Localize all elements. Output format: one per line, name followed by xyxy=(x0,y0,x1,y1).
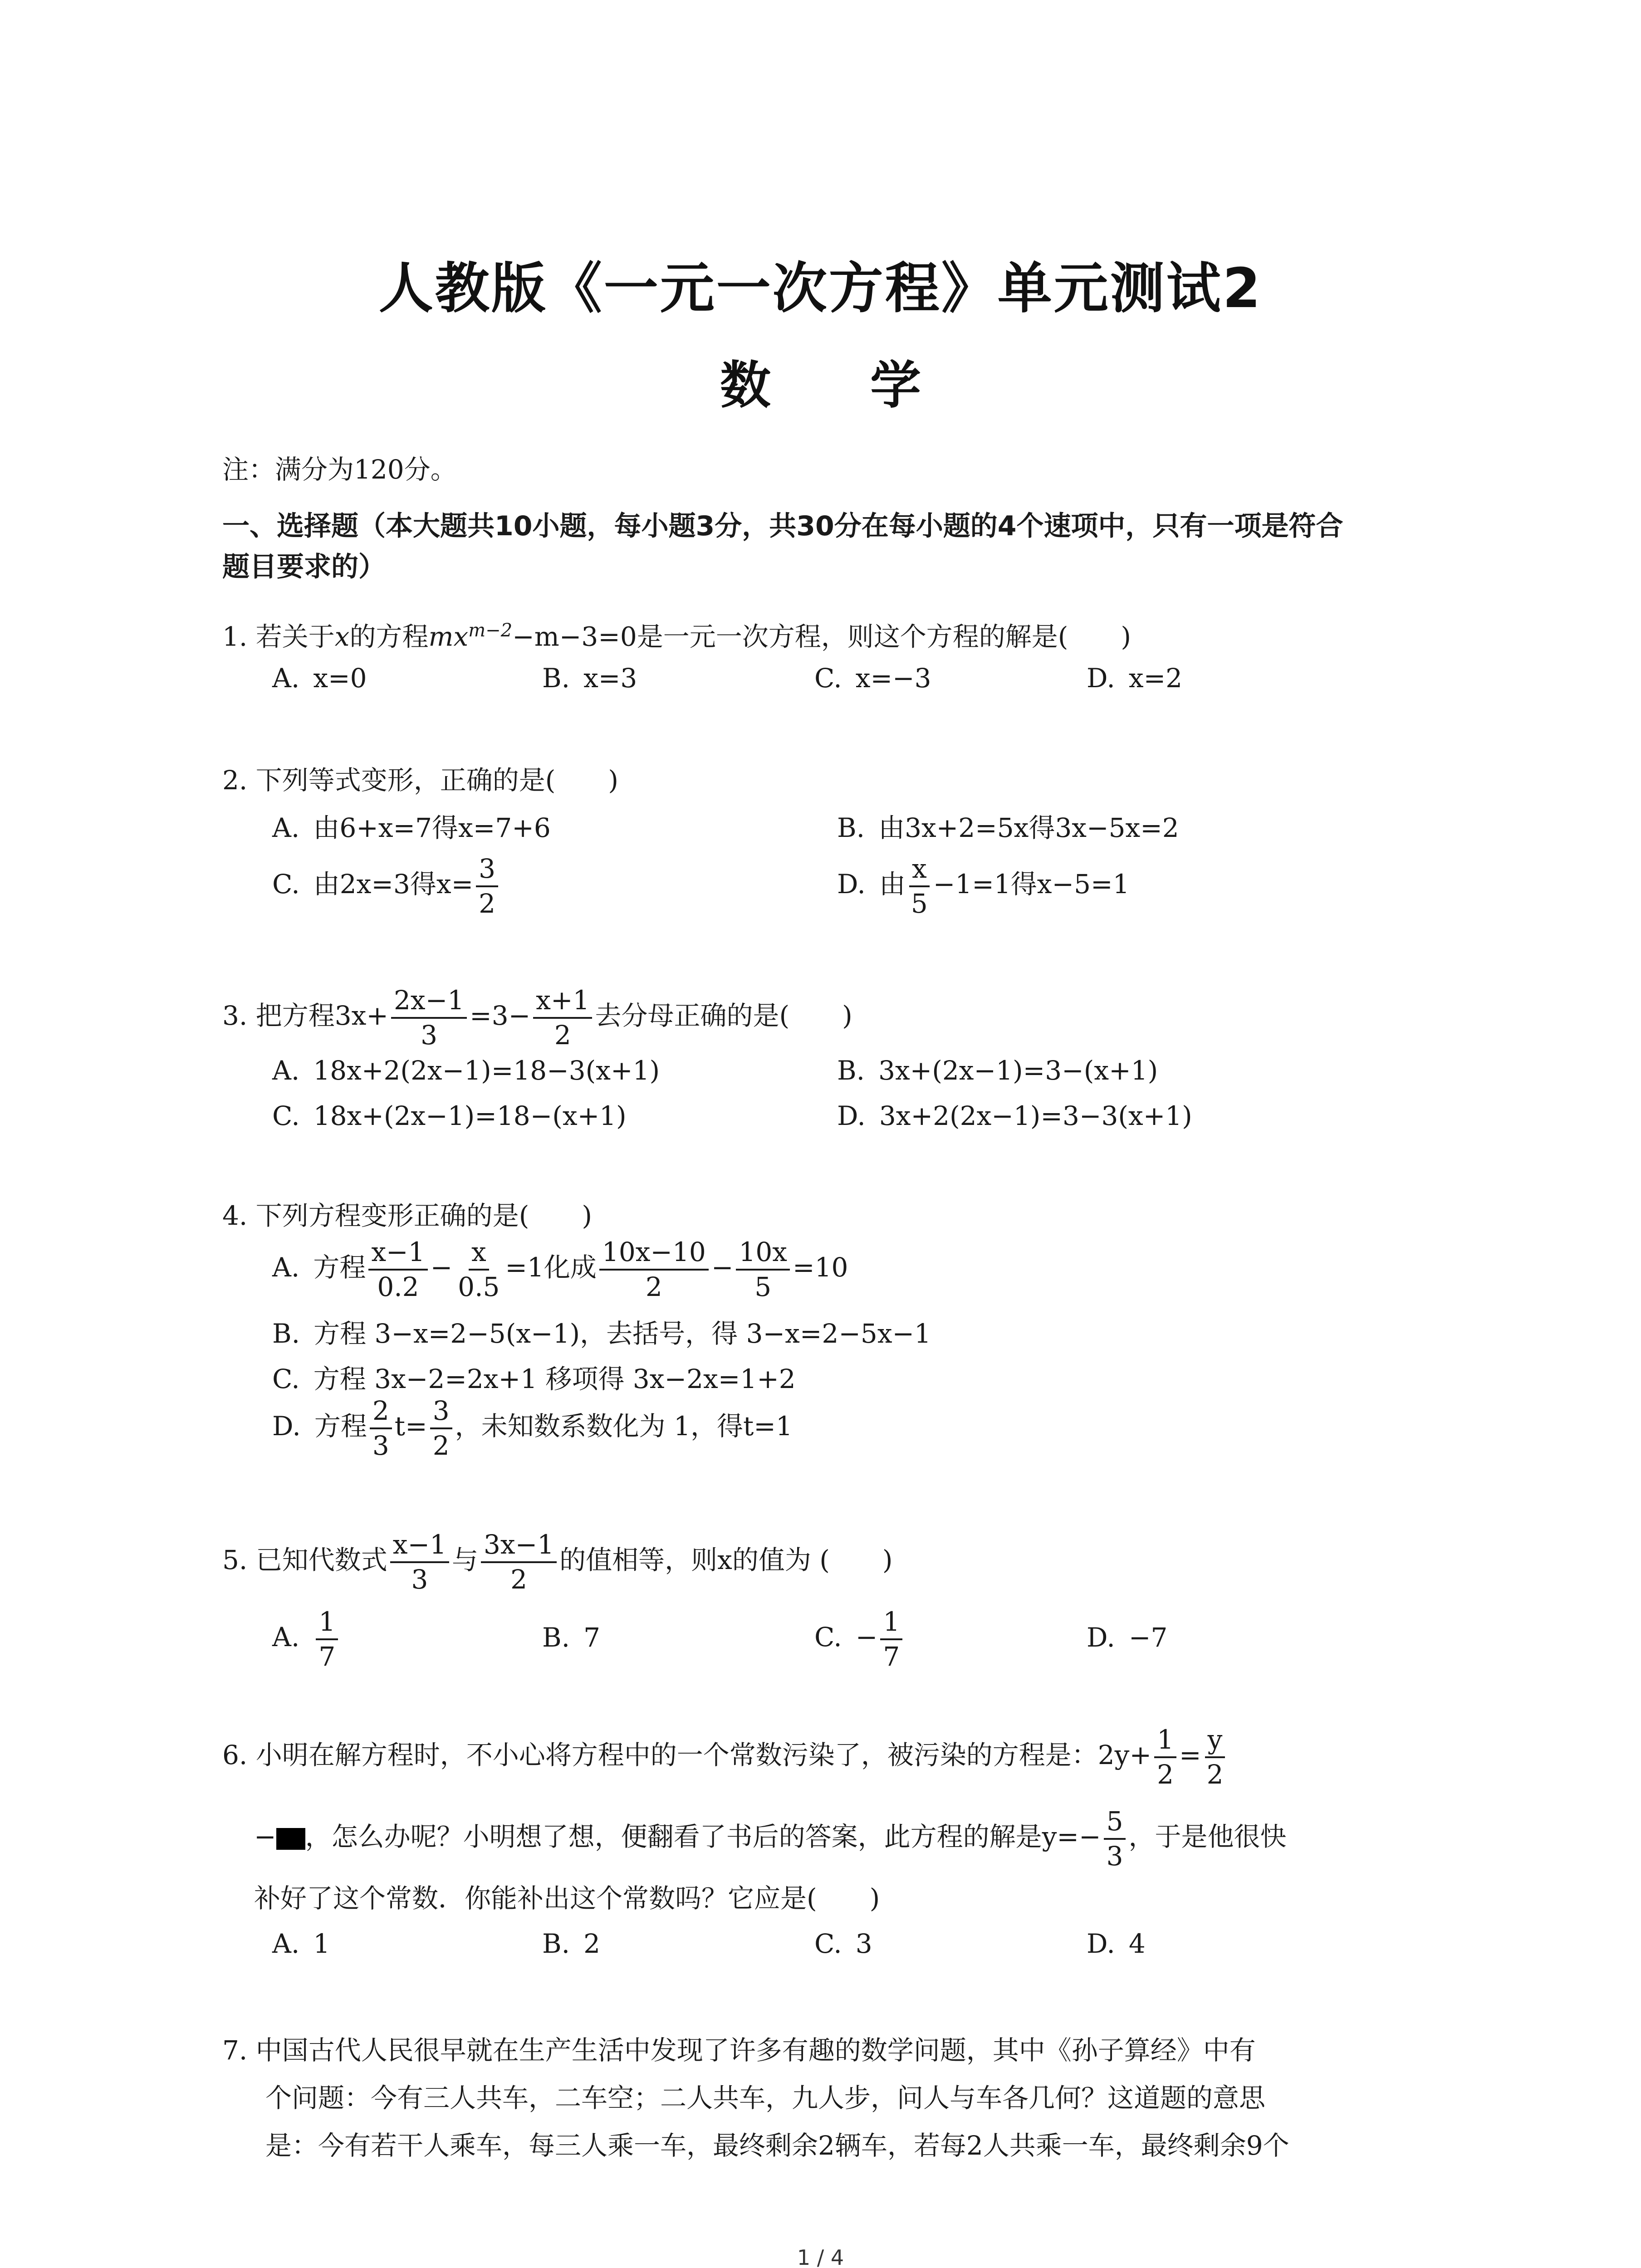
fraction: $\frac{3}{2}$ xyxy=(430,1397,452,1460)
question-number: 5. xyxy=(222,1544,248,1575)
page-number: 1 / 4 xyxy=(797,2245,844,2268)
question-7-line3: 是：今有若干人乘车，每三人乘一车，最终剩余2辆车，若每2人共乘一车，最终剩余9个 xyxy=(265,2130,1289,2161)
question-number: 6. xyxy=(222,1739,248,1770)
fraction: $\frac{3}{2}$ xyxy=(476,855,498,918)
question-3-option-b: B. 3x+(2x−1)=3−(x+1) xyxy=(837,1055,1158,1086)
question-1-option-a: A. x=0 xyxy=(272,663,367,694)
fraction: $\frac{x-1}{0.2}$ xyxy=(368,1238,427,1301)
exam-title: 人教版《一元一次方程》单元测试2 xyxy=(378,257,1263,320)
question-7-line2: 个问题：今有三人共车，二车空；二人共车，九人步，问人与车各几何？这道题的意思 xyxy=(265,2082,1266,2113)
question-4-option-c: C. 方程 3x−2=2x+1 移项得 3x−2x=1+2 xyxy=(272,1364,796,1394)
question-3-option-c: C. 18x+(2x−1)=18−(x+1) xyxy=(272,1100,627,1131)
fraction: $\frac{x-1}{3}$ xyxy=(390,1531,449,1593)
question-6-line3: 补好了这个常数．你能补出这个常数吗？它应是( ) xyxy=(254,1883,880,1914)
question-6-option-d: D. 4 xyxy=(1087,1928,1146,1959)
question-3-stem: 3. 把方程3x+ $\frac{2x-1}{3}$ =3− $\frac{x+1}{2}$ 去分母正确的是( ) xyxy=(222,985,852,1051)
fraction: $\frac{y}{2}$ xyxy=(1204,1726,1226,1789)
question-number: 3. xyxy=(222,1000,248,1031)
question-4-stem: 4. 下列方程变形正确的是( ) xyxy=(222,1200,593,1231)
question-2-option-d: D. 由 $\frac{x}{5}$ −1=1得x−5=1 xyxy=(837,853,1130,919)
fraction: $\frac{x}{0.5}$ xyxy=(458,1237,500,1302)
question-5-option-a: A. $\frac{1}{7}$ xyxy=(272,1608,341,1671)
question-1-stem: 1. 若关于x的方程$mx^{m-2}-m-3=0$是一元一次方程，则这个方程的解是( ) xyxy=(222,620,1132,652)
fraction: $\frac{10x}{5}$ xyxy=(736,1238,790,1301)
question-1-option-d: D. x=2 xyxy=(1087,663,1183,694)
question-2-stem: 2. 下列等式变形，正确的是( ) xyxy=(222,765,619,796)
fraction: $\frac{x}{5}$ xyxy=(908,855,931,918)
question-6-option-c: C. 3 xyxy=(814,1928,872,1959)
question-6-option-b: B. 2 xyxy=(542,1928,600,1959)
question-2-option-b: B. 由3x+2=5x得3x−5x=2 xyxy=(837,812,1179,843)
question-2-option-c: C. 由2x=3得x= $\frac{3}{2}$ xyxy=(272,855,501,918)
question-number: 4. xyxy=(222,1200,248,1231)
question-4-option-d: D. 方程 $\frac{2}{3}$ t= $\frac{3}{2}$ ，未知数系数化为 1，得t=1 xyxy=(272,1395,793,1461)
fraction: $\frac{1}{2}$ xyxy=(1154,1726,1176,1789)
question-1-option-c: C. x=−3 xyxy=(814,663,931,694)
fraction: $\frac{5}{3}$ xyxy=(1104,1808,1126,1870)
question-3-option-d: D. 3x+2(2x−1)=3−3(x+1) xyxy=(837,1100,1192,1131)
question-4-option-b: B. 方程 3−x=2−5(x−1)，去括号，得 3−x=2−5x−1 xyxy=(272,1318,931,1349)
question-3-option-a: A. 18x+2(2x−1)=18−3(x+1) xyxy=(272,1055,660,1086)
fraction: $\frac{10x-10}{2}$ xyxy=(599,1238,709,1301)
score-note: 注：满分为120分。 xyxy=(222,454,457,485)
question-7-line1: 7. 中国古代人民很早就在生产生活中发现了许多有趣的数学问题，其中《孙子算经》中有 xyxy=(222,2035,1256,2066)
fraction: $\frac{x+1}{2}$ xyxy=(533,987,592,1049)
question-5-option-d: D. −7 xyxy=(1087,1622,1168,1653)
question-4-option-a: A. 方程 $\frac{x-1}{0.2}$ − $\frac{x}{0.5}$ =1化成 $\frac{10x-10}{2}$ − $\frac{10x}{5}$ =10 xyxy=(272,1237,848,1302)
question-5-option-b: B. 7 xyxy=(542,1622,600,1653)
ink-blot-mark xyxy=(276,1828,305,1850)
fraction: $\frac{2}{3}$ xyxy=(370,1397,392,1460)
fraction: $\frac{3x-1}{2}$ xyxy=(481,1531,557,1593)
question-5-stem: 5. 已知代数式 $\frac{x-1}{3}$ 与 $\frac{3x-1}{2}$ 的值相等，则x的值为 ( ) xyxy=(222,1529,893,1595)
subject-title: 数 学 xyxy=(720,356,962,415)
question-1-option-b: B. x=3 xyxy=(542,663,637,694)
question-6-line2: − ，怎么办呢？小明想了想，便翻看了书后的答案，此方程的解是y=− $\frac{5}{3}$ ，于是他很快 xyxy=(254,1806,1287,1872)
question-6-option-a: A. 1 xyxy=(272,1928,330,1959)
question-number: 2. xyxy=(222,765,248,796)
question-6-line1: 6. 小明在解方程时，不小心将方程中的一个常数污染了，被污染的方程是：2y+ $\frac{1}{2}$ = $\frac{y}{2}$ xyxy=(222,1726,1229,1789)
fraction: $\frac{2x-1}{3}$ xyxy=(391,987,467,1049)
question-number: 7. xyxy=(222,2035,248,2066)
fraction: $\frac{1}{7}$ xyxy=(880,1608,902,1671)
section-heading-line1: 一、选择题（本大题共10小题，每小题3分，共30分在每小题的4个速项中，只有一项是符合 xyxy=(222,510,1343,542)
section-heading-line2: 题目要求的） xyxy=(222,551,386,583)
question-number: 1. xyxy=(222,621,248,652)
question-2-option-a: A. 由6+x=7得x=7+6 xyxy=(272,812,551,843)
fraction: $\frac{1}{7}$ xyxy=(316,1608,338,1671)
question-5-option-c: C. − $\frac{1}{7}$ xyxy=(814,1608,905,1671)
